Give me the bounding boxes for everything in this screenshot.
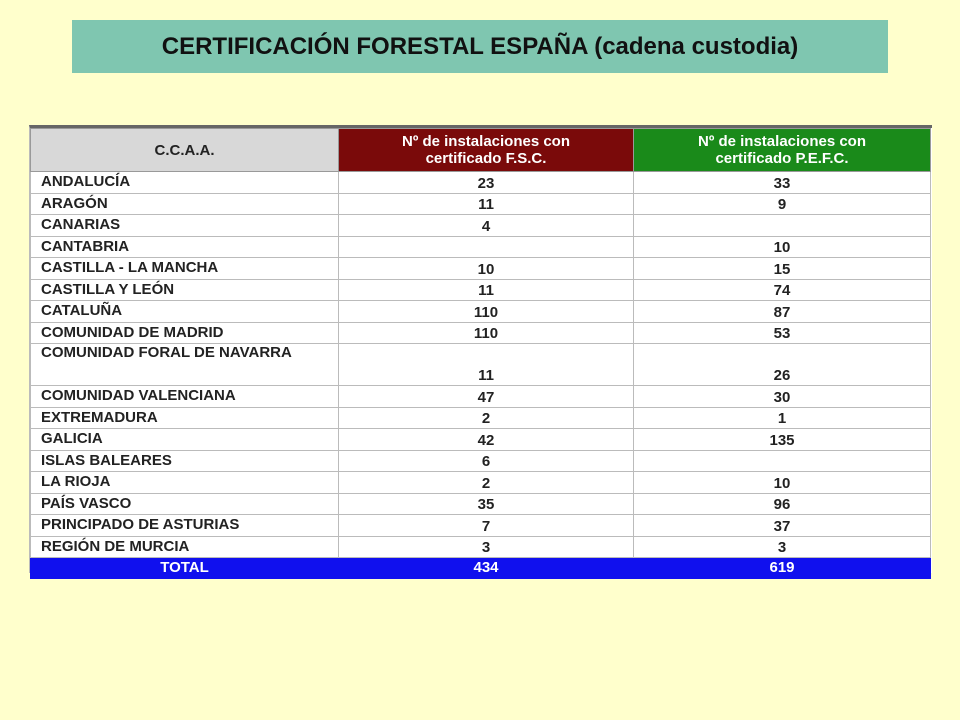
cell-name: ANDALUCÍA [31,172,339,194]
cell-name: ARAGÓN [31,193,339,215]
total-cell-name: TOTAL [31,558,339,579]
table-row [31,193,931,215]
certification-table [30,128,931,579]
table-row [31,493,931,515]
cell-fsc: 23 [339,172,634,194]
certification-table-container [29,125,932,576]
table-header-row [31,129,931,172]
cell-pefc: 96 [634,493,931,515]
table-row [31,536,931,558]
page-title-subtitle: (cadena custodia) [594,32,799,60]
cell-fsc: 35 [339,493,634,515]
cell-name: PAÍS VASCO [31,493,339,515]
cell-fsc: 11 [339,279,634,301]
cell-fsc: 110 [339,301,634,323]
cell-fsc: 3 [339,536,634,558]
table-row [31,429,931,451]
table-row [31,472,931,494]
cell-pefc: 3 [634,536,931,558]
cell-fsc: 11 [339,344,634,386]
cell-pefc [634,215,931,237]
cell-name: CANTABRIA [31,236,339,258]
cell-fsc [339,236,634,258]
header-fsc-text: Nº de instalaciones con certificado F.S.C. [401,133,571,167]
table-row [31,386,931,408]
cell-name: EXTREMADURA [31,407,339,429]
cell-fsc: 110 [339,322,634,344]
cell-name: COMUNIDAD DE MADRID [31,322,339,344]
cell-name: ISLAS BALEARES [31,450,339,472]
table-row [31,236,931,258]
table-row [31,279,931,301]
table-row [31,258,931,280]
table-row [31,322,931,344]
cell-fsc: 7 [339,515,634,537]
cell-fsc: 2 [339,407,634,429]
page-title: CERTIFICACIÓN FORESTAL ESPAÑA (cadena custodia) [161,32,799,60]
total-cell-fsc: 434 [339,558,634,579]
total-row [31,558,931,579]
cell-pefc [634,450,931,472]
cell-fsc: 11 [339,193,634,215]
table-row [31,344,931,386]
cell-pefc: 10 [634,472,931,494]
table-row [31,515,931,537]
cell-name: COMUNIDAD VALENCIANA [31,386,339,408]
cell-pefc: 10 [634,236,931,258]
table-body [31,172,931,579]
cell-pefc: 26 [634,344,931,386]
cell-pefc: 87 [634,301,931,323]
cell-fsc: 2 [339,472,634,494]
total-cell-pefc: 619 [634,558,931,579]
cell-pefc: 15 [634,258,931,280]
cell-fsc: 10 [339,258,634,280]
cell-pefc: 135 [634,429,931,451]
cell-name: CATALUÑA [31,301,339,323]
cell-pefc: 37 [634,515,931,537]
cell-pefc: 53 [634,322,931,344]
cell-name: CASTILLA Y LEÓN [31,279,339,301]
table-row [31,450,931,472]
cell-name: COMUNIDAD FORAL DE NAVARRA [31,344,339,386]
cell-pefc: 33 [634,172,931,194]
cell-fsc: 4 [339,215,634,237]
cell-fsc: 42 [339,429,634,451]
cell-name: GALICIA [31,429,339,451]
table-row [31,215,931,237]
header-pefc-text: Nº de instalaciones con certificado P.E.F.C. [697,133,867,167]
cell-pefc: 30 [634,386,931,408]
table-row [31,301,931,323]
cell-name: REGIÓN DE MURCIA [31,536,339,558]
header-pefc [634,129,931,172]
cell-fsc: 6 [339,450,634,472]
cell-name: CANARIAS [31,215,339,237]
cell-pefc: 1 [634,407,931,429]
cell-fsc: 47 [339,386,634,408]
cell-pefc: 74 [634,279,931,301]
cell-name: LA RIOJA [31,472,339,494]
title-banner [72,20,888,73]
cell-name: CASTILLA - LA MANCHA [31,258,339,280]
cell-pefc: 9 [634,193,931,215]
header-ccaa: C.C.A.A. [31,129,339,172]
header-fsc [339,129,634,172]
cell-name: PRINCIPADO DE ASTURIAS [31,515,339,537]
table-row [31,407,931,429]
table-row [31,172,931,194]
